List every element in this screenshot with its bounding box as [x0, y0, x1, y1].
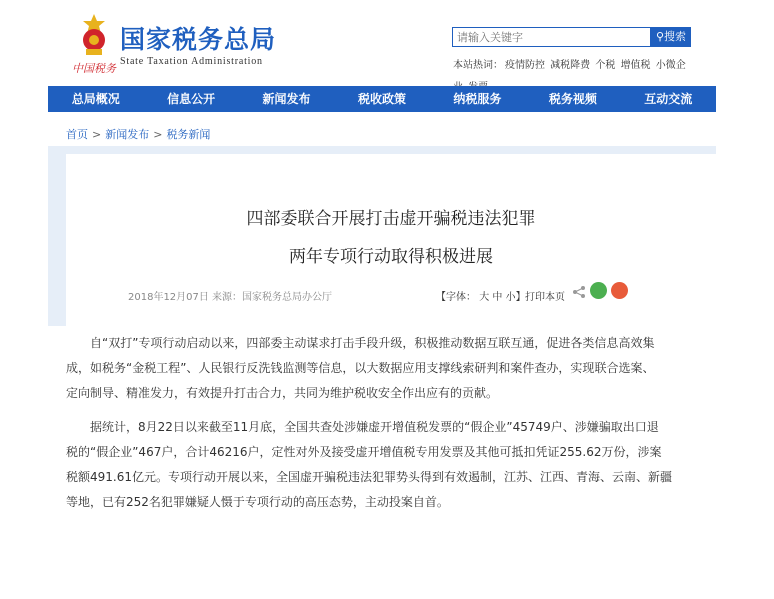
article-title-line1: 四部委联合开展打击虚开骗税违法犯罪	[246, 209, 536, 229]
paragraph-line: 税的“假企业”467户，合计46216户，定性对外及接受虚开增值税专用发票及其他可抵扣凭证255.62万份，涉案	[66, 445, 662, 459]
nav-item-tax-video[interactable]: 税务视频	[548, 92, 597, 106]
search-button-label: 搜索	[664, 30, 687, 43]
paragraph-line: 自“双打”专项行动启动以来，四部委主动谋求打击手段升级，积极推动数据互联互通，促进各类信息高效集	[90, 336, 655, 350]
site-subtitle: State Taxation Administration	[120, 56, 263, 67]
share-icon[interactable]	[572, 285, 586, 299]
hot-term[interactable]: 疫情防控	[505, 60, 545, 71]
breadcrumb	[66, 126, 210, 142]
hot-term[interactable]: 增值税	[620, 60, 651, 71]
breadcrumb-news-release[interactable]: 新闻发布	[105, 128, 150, 141]
article-title-line2: 两年专项行动取得积极进展	[289, 247, 493, 267]
wechat-share-icon[interactable]	[590, 282, 607, 299]
search-button[interactable]	[651, 27, 691, 47]
tax-emblem-logo[interactable]	[74, 12, 114, 58]
paragraph-line: 等地，已有252名犯罪嫌疑人慑于专项行动的高压态势，主动投案自首。	[66, 495, 449, 509]
weibo-share-icon[interactable]	[611, 282, 628, 299]
nav-item-info-disclosure[interactable]: 信息公开	[167, 92, 216, 106]
paragraph-line: 税额491.61亿元。专项行动开展以来，全国虚开骗税违法犯罪势头得到有效遏制，江苏、江西、青海、云南、新疆	[66, 470, 672, 484]
main-nav	[48, 86, 716, 112]
article-paragraph-1	[66, 331, 688, 406]
nav-item-interaction[interactable]: 互动交流	[644, 92, 693, 106]
font-small-button[interactable]: 小	[505, 292, 516, 303]
nav-item-overview[interactable]: 总局概况	[71, 92, 120, 106]
breadcrumb-tax-news[interactable]: 税务新闻	[166, 128, 211, 141]
search-input[interactable]	[452, 27, 651, 47]
font-medium-button[interactable]: 中	[492, 292, 503, 303]
nav-item-taxpayer-service[interactable]: 纳税服务	[453, 92, 502, 106]
paragraph-line: 定向制导、精准发力，有效提升打击合力，共同为维护税收安全作出应有的贡献。	[66, 386, 499, 400]
article-date: 2018年12月07日	[128, 292, 209, 303]
font-label-open: 【字体：	[436, 292, 476, 303]
nav-item-tax-policy[interactable]: 税收政策	[357, 92, 406, 106]
article-paragraph-2	[66, 415, 688, 515]
font-label-close: 】	[515, 292, 526, 303]
breadcrumb-separator: >	[92, 128, 102, 141]
site-title[interactable]: 国家税务总局	[120, 25, 277, 54]
paragraph-line: 成，如税务“金税工程”、人民银行反洗钱监测等信息，以大数据应用支撑线索研判和案件查办，实现联合选案、	[66, 361, 655, 375]
hot-term[interactable]: 个税	[595, 60, 616, 71]
slogan-text: 中国税务	[72, 62, 116, 75]
breadcrumb-separator: >	[153, 128, 163, 141]
breadcrumb-home[interactable]: 首页	[66, 128, 88, 141]
hot-term[interactable]: 小微企	[655, 60, 686, 71]
font-large-button[interactable]: 大	[479, 292, 490, 303]
nav-item-news-release[interactable]: 新闻发布	[262, 92, 311, 106]
search-icon: ⚲	[655, 30, 665, 43]
article-source: 来源：国家税务总局办公厅	[212, 292, 332, 303]
paragraph-line: 据统计，8月22日以来截至11月底，全国共查处涉嫌虚开增值税发票的“假企业”45749户、涉嫌骗取出口退	[90, 420, 659, 434]
hot-term[interactable]: 减税降费	[550, 60, 591, 71]
hot-keywords-label: 本站热词：	[453, 60, 503, 71]
print-page-button[interactable]: 打印本页	[525, 292, 565, 303]
site-header	[0, 0, 774, 86]
font-size-control	[436, 288, 526, 303]
